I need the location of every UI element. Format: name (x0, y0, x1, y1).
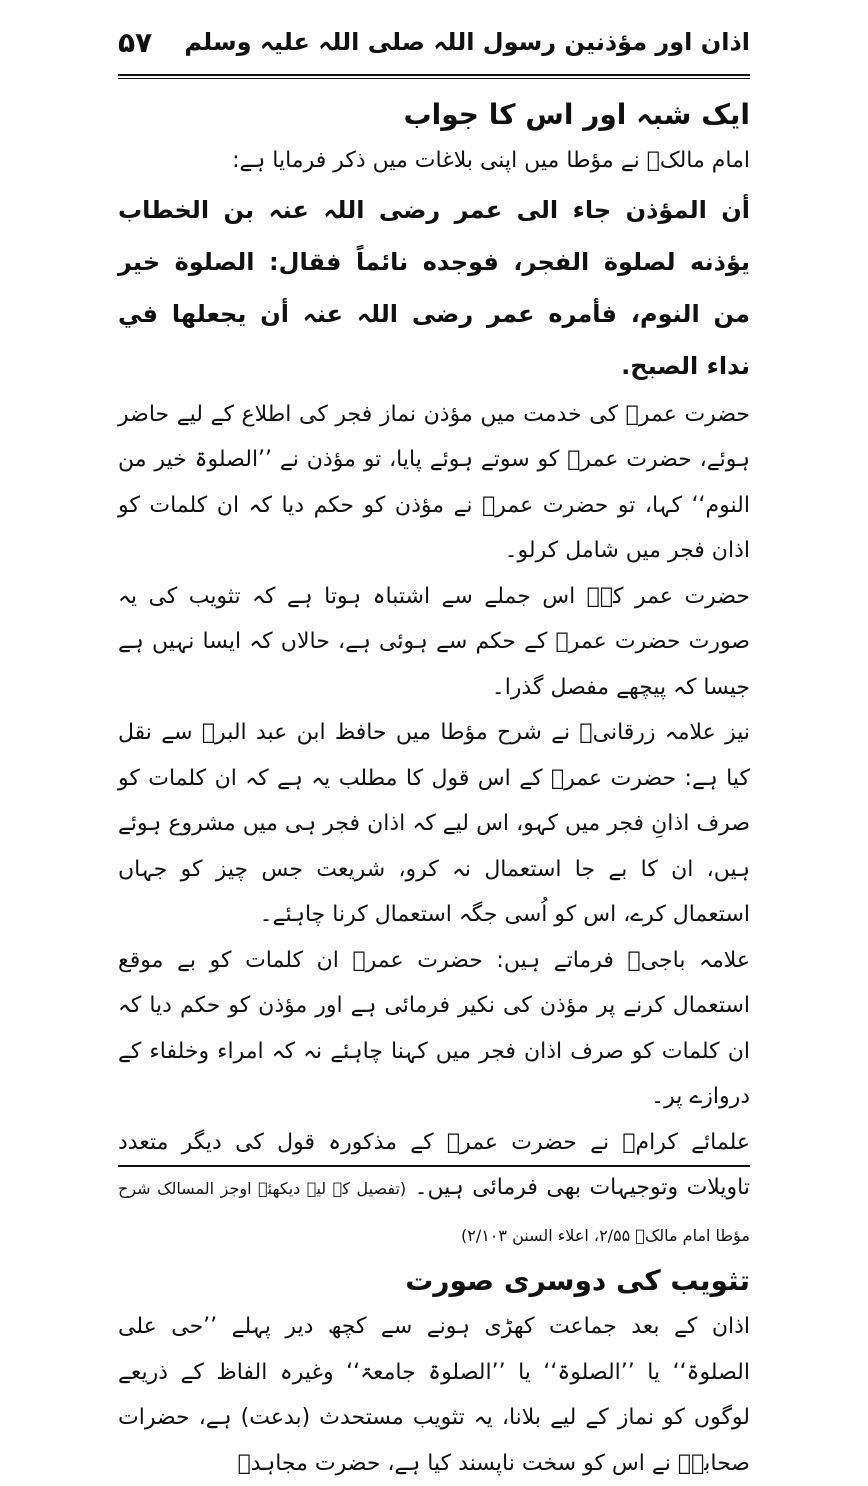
reference-note: (تفصیل کے لیے دیکھئے اوجز المسالک شرح مؤطا امام مالکؒ ۲/۵۵، اعلاء السنن ۲/۱۰۳) (118, 1179, 750, 1245)
intro-paragraph: امام مالکؒ نے مؤطا میں اپنی بلاغات میں ذکر فرمایا ہے: (232, 148, 750, 173)
section-heading: ایک شبہ اور اس کا جواب (403, 98, 750, 131)
paragraph-text: علمائے کرامؒ نے حضرت عمرؓ کے مذکورہ قول کی دیگر متعدد تاویلات وتوجیہات بھی فرمائی ہیں۔ (118, 1129, 750, 1200)
page-number: ۵۷ (118, 26, 153, 59)
paragraph (118, 1120, 750, 1259)
paragraph: اذان کے بعد جماعت کھڑی ہونے سے کچھ دیر پہلے ’’حی علی الصلوۃ‘‘ یا ’’الصلوۃ‘‘ یا ’’الصلوۃ جامعۃ‘‘ وغیرہ الفاظ کے ذریعے لوگوں کو نماز کے لیے بلانا، یہ تثویب مستحدث (بدعت) ہے، حضرات صحابہؓ نے اس کو سخت ناپسند کیا ہے، حضرت مجاہدؒ (118, 1314, 750, 1476)
paragraph: نیز علامہ زرقانیؒ نے شرح مؤطا میں حافظ ابن عبد البرؒ سے نقل کیا ہے: حضرت عمرؓ کے اس قول کا مطلب یہ ہے کہ ان کلمات کو صرف اذانِ فجر میں کہو، اس لیے کہ اذان فجر ہی میں مشروع ہوئے ہیں، ان کا بے جا استعمال نہ کرو، شریعت جس چیز کو جہاں استعمال کرے، اس کو اُسی جگہ استعمال کرنا چاہئے۔ (118, 720, 750, 927)
paragraph: حضرت عمر کےؓ اس جملے سے اشتباہ ہوتا ہے کہ تثویب کی یہ صورت حضرت عمرؓ کے حکم سے ہوئی ہے، حالاں کہ ایسا نہیں ہے جیسا کہ پیچھے مفصل گذرا۔ (118, 583, 750, 700)
section-heading: تثویب کی دوسری صورت (405, 1264, 750, 1297)
header-rule-thin (118, 78, 750, 79)
paragraph: علامہ باجیؒ فرماتے ہیں: حضرت عمرؓ ان کلمات کو بے موقع استعمال کرنے پر مؤذن کی نکیر فرمائی ہے اور مؤذن کو حکم دیا کہ ان کلمات کو صرف اذان فجر میں کہنا چاہئے نہ کہ امراء وخلفاء کے دروازے پر۔ (118, 947, 750, 1109)
running-title: اذان اور مؤذنین رسول اللہ صلی اللہ علیہ وسلم (184, 28, 750, 56)
header-rule (118, 74, 750, 76)
paragraph: حضرت عمرؓ کی خدمت میں مؤذن نماز فجر کی اطلاع کے لیے حاضر ہوئے، حضرت عمرؓ کو سوتے ہوئے پایا، تو مؤذن نے ’’الصلوۃ خیر من النوم‘‘ کہا، تو حضرت عمرؓ نے مؤذن کو حکم دیا کہ ان کلمات کو اذان فجر میں شامل کرلو۔ (118, 401, 750, 563)
arabic-quote: أن المؤذن جاء الی عمر رضی اللہ عنہ بن الخطاب یؤذنه لصلوة الفجر، فوجده نائماً فقال: الصلوة خير من النوم، فأمره عمر رضی اللہ عنہ أن يجعلها في نداء الصبح. (118, 195, 750, 380)
footer-rule (118, 1165, 750, 1167)
page-body (118, 92, 750, 1486)
page-header (118, 18, 750, 78)
